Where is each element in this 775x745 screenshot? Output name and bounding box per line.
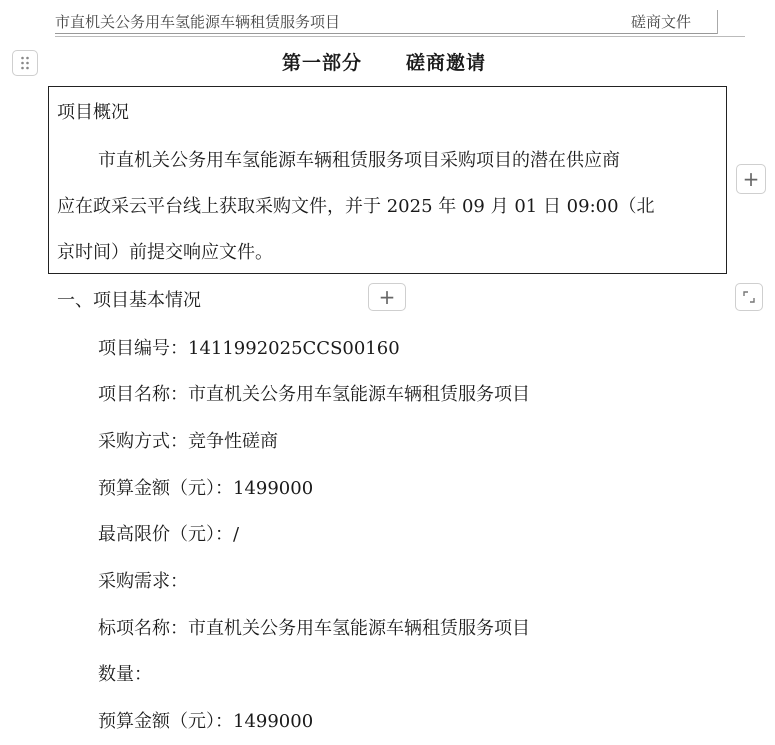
procurement-needs-row: 采购需求： bbox=[98, 571, 188, 592]
header-divider bbox=[717, 10, 718, 34]
running-header-doc-type: 磋商文件 bbox=[631, 13, 692, 31]
plus-icon: + bbox=[378, 285, 396, 309]
header-rule-secondary bbox=[55, 36, 745, 37]
plus-icon: + bbox=[742, 167, 760, 191]
section-title-text: 磋商邀请 bbox=[406, 52, 487, 74]
max-price-row: 最高限价（元）：/ bbox=[98, 524, 240, 545]
overview-line: 市直机关公务用车氢能源车辆租赁服务项目采购项目的潜在供应商 bbox=[98, 150, 620, 171]
drag-handle-button[interactable] bbox=[12, 50, 38, 76]
lot-name-row: 标项名称：市直机关公务用车氢能源车辆租赁服务项目 bbox=[98, 618, 530, 639]
lot-budget-row: 预算金额（元）：1499000 bbox=[98, 711, 314, 732]
expand-icon bbox=[743, 291, 755, 303]
drag-handle-icon bbox=[20, 56, 30, 70]
overview-line: 京时间）前提交响应文件。 bbox=[57, 242, 273, 263]
project-number-row: 项目编号：1411992025CCS00160 bbox=[98, 338, 400, 359]
overview-line: 应在政采云平台线上获取采购文件，并于 2025 年 09 月 01 日 09:00（北 bbox=[57, 196, 655, 217]
add-inline-button[interactable] bbox=[368, 283, 406, 311]
overview-heading: 项目概况 bbox=[57, 102, 129, 123]
quantity-row: 数量： bbox=[98, 664, 152, 685]
expand-button[interactable] bbox=[735, 283, 763, 311]
basic-info-heading: 一、项目基本情况 bbox=[57, 290, 201, 311]
project-name-row: 项目名称：市直机关公务用车氢能源车辆租赁服务项目 bbox=[98, 384, 530, 405]
section-part-label: 第一部分 bbox=[282, 52, 363, 74]
budget-row: 预算金额（元）：1499000 bbox=[98, 478, 314, 499]
section-title bbox=[282, 48, 486, 75]
running-header-title: 市直机关公务用车氢能源车辆租赁服务项目 bbox=[55, 13, 341, 31]
add-block-button[interactable] bbox=[736, 164, 766, 194]
procurement-method-row: 采购方式：竞争性磋商 bbox=[98, 431, 278, 452]
header-rule bbox=[55, 33, 717, 34]
